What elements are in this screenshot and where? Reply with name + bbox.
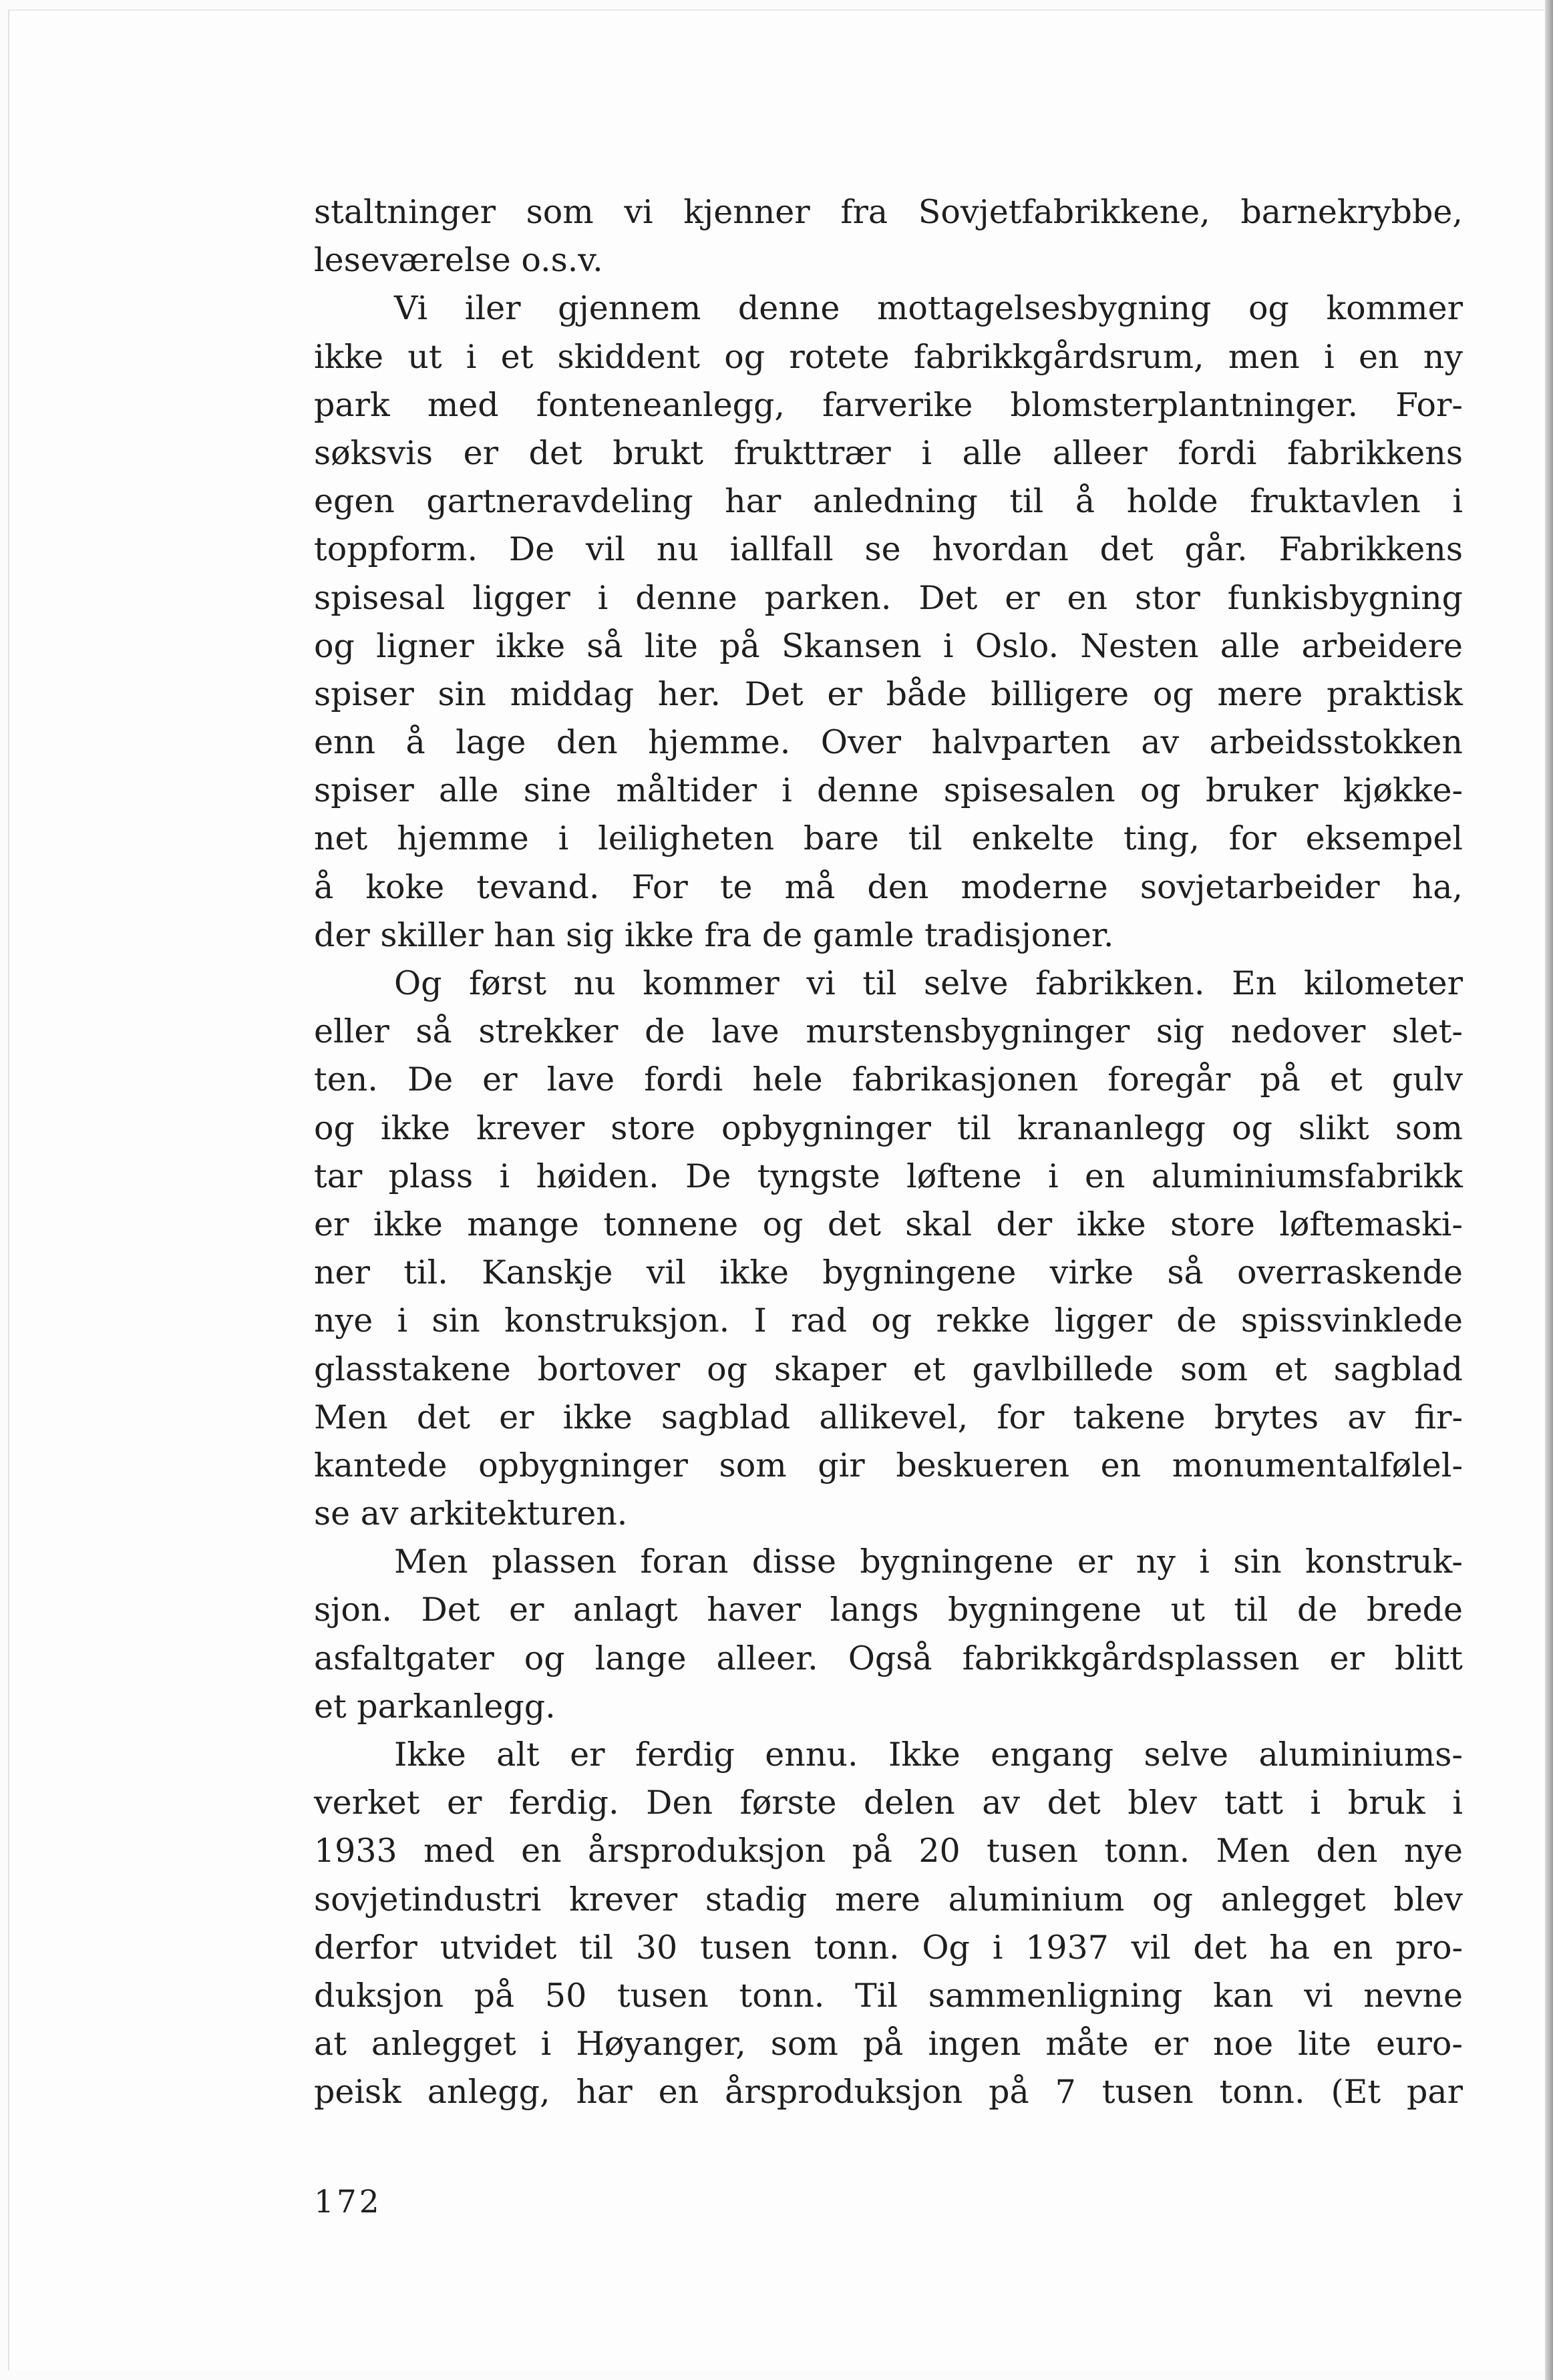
text-line: kantede opbygninger som gir beskueren en monumentalfølel- bbox=[314, 1446, 1463, 1484]
text-line: se av arkitekturen. bbox=[314, 1495, 628, 1533]
text-line: asfaltgater og lange alleer. Også fabrikkgårdsplassen er blitt bbox=[314, 1639, 1463, 1677]
text-line: 1933 med en årsproduksjon på 20 tusen tonn. Men den nye bbox=[314, 1832, 1463, 1870]
text-line: at anlegget i Høyanger, som på ingen måte er noe lite euro- bbox=[314, 2025, 1463, 2063]
text-line: Men det er ikke sagblad allikevel, for takene brytes av fir- bbox=[314, 1398, 1463, 1436]
text-line: og ikke krever store opbygninger til krananlegg og slikt som bbox=[314, 1109, 1463, 1147]
text-line: søksvis er det brukt frukttrær i alle alleer fordi fabrikkens bbox=[314, 433, 1463, 472]
paragraph bbox=[314, 1538, 1463, 1731]
text-line: ner til. Kanskje vil ikke bygningene virke så overraskende bbox=[314, 1253, 1463, 1292]
text-line: er ikke mange tonnene og det skal der ikke store løftemaski- bbox=[314, 1205, 1463, 1243]
paragraph bbox=[314, 1731, 1463, 2117]
text-line: ten. De er lave fordi hele fabrikasjonen foregår på et gulv bbox=[314, 1060, 1463, 1099]
text-line: Vi iler gjennem denne mottagelsesbygning og kommer bbox=[394, 289, 1463, 328]
text-line: verket er ferdig. Den første delen av det blev tatt i bruk i bbox=[314, 1784, 1463, 1822]
text-line: park med fonteneanlegg, farverike blomsterplantninger. For- bbox=[314, 385, 1463, 424]
text-line: toppform. De vil nu iallfall se hvordan det går. Fabrikkens bbox=[314, 530, 1463, 569]
text-line: et parkanlegg. bbox=[314, 1687, 556, 1726]
text-line: glasstakene bortover og skaper et gavlbillede som et sagblad bbox=[314, 1350, 1463, 1388]
text-line: nye i sin konstruksjon. I rad og rekke ligger de spissvinklede bbox=[314, 1302, 1463, 1340]
paragraph bbox=[314, 960, 1463, 1538]
text-line: derfor utvidet til 30 tusen tonn. Og i 1937 vil det ha en pro- bbox=[314, 1928, 1463, 1967]
text-line: tar plass i høiden. De tyngste løftene i en aluminiumsfabrikk bbox=[314, 1157, 1463, 1195]
text-line: Ikke alt er ferdig ennu. Ikke engang selve aluminiums- bbox=[394, 1736, 1463, 1774]
text-line: Og først nu kommer vi til selve fabrikken. En kilometer bbox=[394, 964, 1463, 1002]
text-line: ikke ut i et skiddent og rotete fabrikkgårdsrum, men i en ny bbox=[314, 337, 1463, 376]
text-line: spiser alle sine måltider i denne spisesalen og bruker kjøkke- bbox=[314, 771, 1463, 810]
paragraph bbox=[314, 188, 1463, 284]
text-line: egen gartneravdeling har anledning til å holde fruktavlen i bbox=[314, 482, 1463, 521]
page-number: 172 bbox=[314, 2184, 382, 2220]
text-line: Men plassen foran disse bygningene er ny i sin konstruk- bbox=[394, 1543, 1463, 1581]
text-line: net hjemme i leiligheten bare til enkelte ting, for eksempel bbox=[314, 819, 1463, 858]
text-line: og ligner ikke så lite på Skansen i Oslo. Nesten alle arbeidere bbox=[314, 626, 1463, 665]
text-line: sjon. Det er anlagt haver langs bygningene ut til de brede bbox=[314, 1591, 1463, 1629]
body-text bbox=[314, 188, 1463, 2117]
text-line: spisesal ligger i denne parken. Det er en stor funkisbygning bbox=[314, 578, 1463, 617]
text-line: staltninger som vi kjenner fra Sovjetfabrikkene, barnekrybbe, bbox=[314, 193, 1463, 231]
text-line: enn å lage den hjemme. Over halvparten av arbeidsstokken bbox=[314, 723, 1463, 762]
text-line: å koke tevand. For te må den moderne sovjetarbeider ha, bbox=[314, 867, 1463, 906]
paragraph bbox=[314, 284, 1463, 960]
page-edge-shadow bbox=[1545, 0, 1553, 2380]
text-line: spiser sin middag her. Det er både billigere og mere praktisk bbox=[314, 674, 1463, 713]
text-line: peisk anlegg, har en årsproduksjon på 7 tusen tonn. (Et par bbox=[314, 2073, 1463, 2112]
text-line: der skiller han sig ikke fra de gamle tradisjoner. bbox=[314, 916, 1114, 954]
text-line: sovjetindustri krever stadig mere aluminium og anlegget blev bbox=[314, 1880, 1463, 1919]
text-line: eller så strekker de lave murstensbygninger sig nedover slet- bbox=[314, 1012, 1463, 1051]
text-line: duksjon på 50 tusen tonn. Til sammenligning kan vi nevne bbox=[314, 1976, 1463, 2015]
text-line: leseværelse o.s.v. bbox=[314, 241, 603, 280]
